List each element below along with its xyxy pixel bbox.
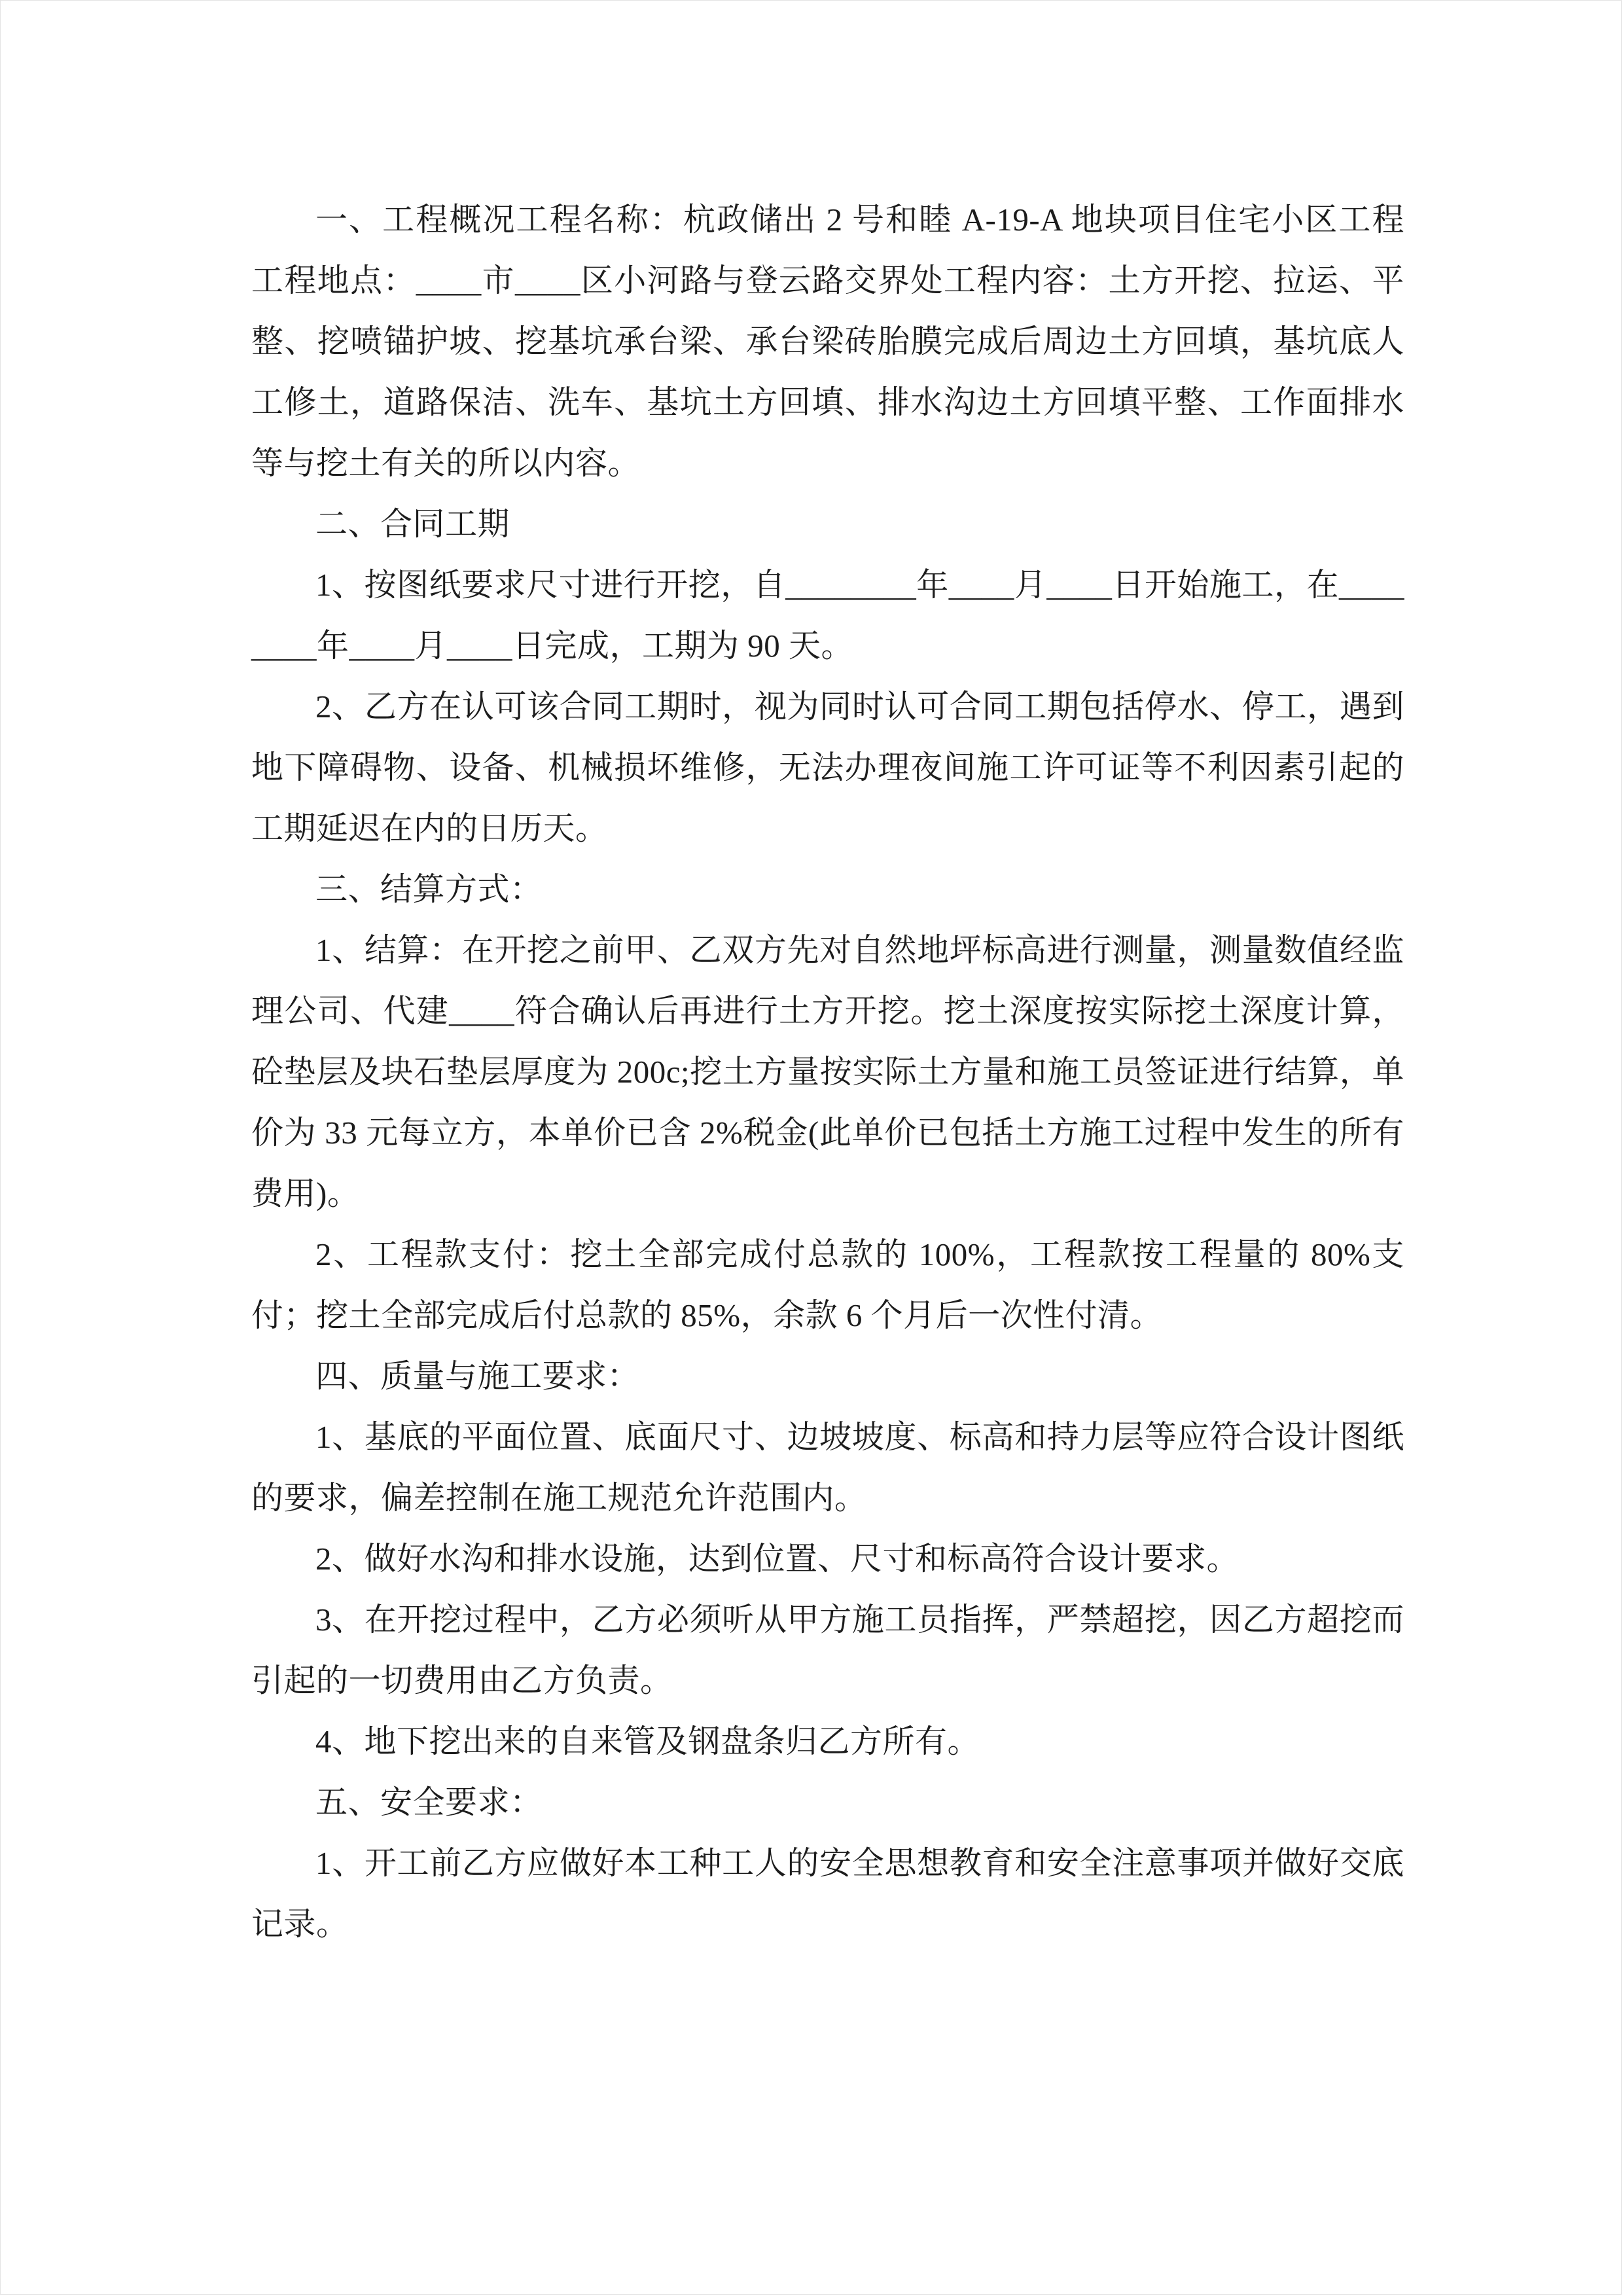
heading-safety-requirements: 五、安全要求： xyxy=(315,1784,543,1820)
heading-contract-duration: 二、合同工期 xyxy=(315,506,510,542)
paragraph-settlement-item-2: 2、工程款支付：挖土全部完成付总款的 100%，工程款按工程量的 80%支付；挖土全部完成后付总款的 85%，余款 6 个月后一次性付清。 xyxy=(251,1236,1404,1333)
document-body xyxy=(251,189,1404,1954)
paragraph-quality-item-2: 2、做好水沟和排水设施，达到位置、尺寸和标高符合设计要求。 xyxy=(315,1541,1240,1577)
heading-quality-requirements: 四、质量与施工要求： xyxy=(315,1358,640,1394)
paragraph-settlement-item-1: 1、结算：在开挖之前甲、乙双方先对自然地坪标高进行测量，测量数值经监理公司、代建____符合确认后再进行土方开挖。挖土深度按实际挖土深度计算，砼垫层及块石垫层厚度为 200c;挖土方量按实际土方量和施工员签证进行结算，单价为 33 元每立方，本单价已含 2%税金(此单价已包括土方施工过程中发生的所有费用)。 xyxy=(251,932,1404,1211)
paragraph-duration-item-1: 1、按图纸要求尺寸进行开挖，自________年____月____日开始施工，在________年____月____日完成，工期为 90 天。 xyxy=(251,567,1404,664)
paragraph-quality-item-3: 3、在开挖过程中，乙方必须听从甲方施工员指挥，严禁超挖，因乙方超挖而引起的一切费用由乙方负责。 xyxy=(251,1602,1404,1698)
paragraph-safety-item-1: 1、开工前乙方应做好本工种工人的安全思想教育和安全注意事项并做好交底记录。 xyxy=(251,1845,1404,1942)
paragraph-quality-item-1: 1、基底的平面位置、底面尺寸、边坡坡度、标高和持力层等应符合设计图纸的要求，偏差控制在施工规范允许范围内。 xyxy=(251,1419,1404,1516)
paragraph-duration-item-2: 2、乙方在认可该合同工期时，视为同时认可合同工期包括停水、停工，遇到地下障碍物、设备、机械损坏维修，无法办理夜间施工许可证等不利因素引起的工期延迟在内的日历天。 xyxy=(251,689,1404,846)
paragraph-quality-item-4: 4、地下挖出来的自来管及钢盘条归乙方所有。 xyxy=(315,1723,980,1759)
paragraph-project-overview: 一、工程概况工程名称：杭政储出 2 号和睦 A-19-A 地块项目住宅小区工程工程地点：____市____区小河路与登云路交界处工程内容：土方开挖、拉运、平整、挖喷锚护坡、挖基坑承台梁、承台梁砖胎膜完成后周边土方回填，基坑底人工修土，道路保洁、洗车、基坑土方回填、排水沟边土方回填平整、工作面排水等与挖土有关的所以内容。 xyxy=(251,202,1404,481)
heading-settlement-method: 三、结算方式： xyxy=(315,871,543,907)
